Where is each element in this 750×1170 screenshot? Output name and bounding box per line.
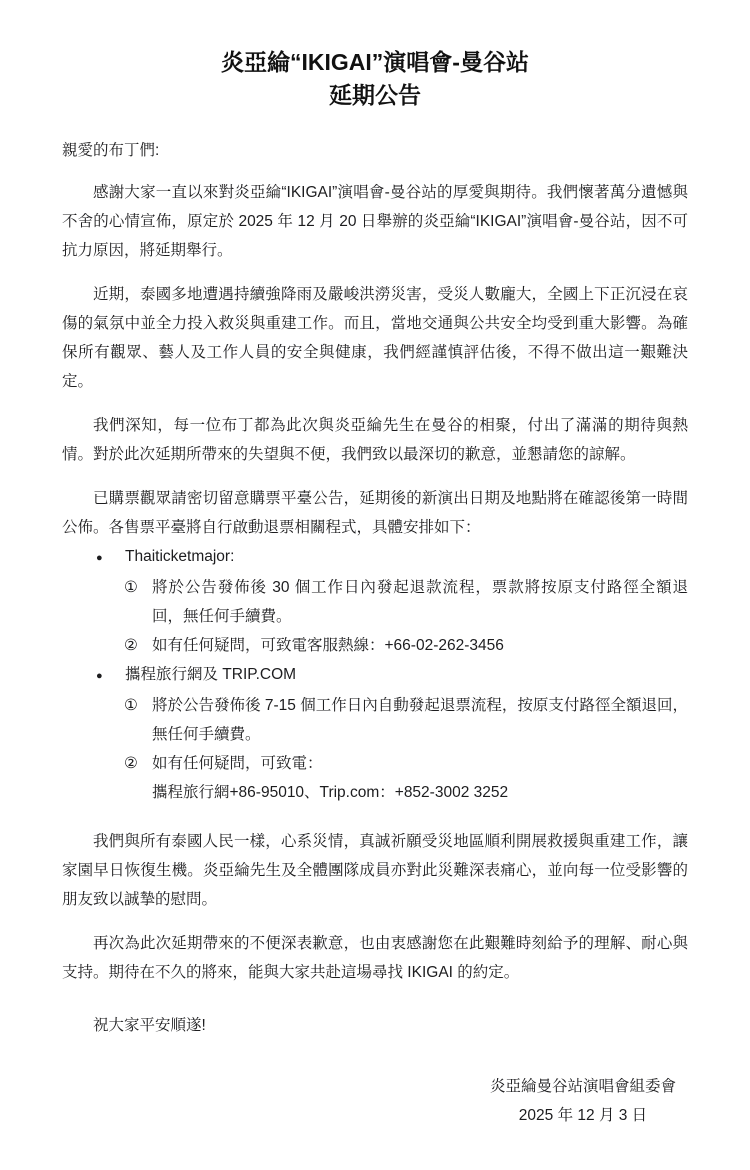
- signature-org: 炎亞綸曼谷站演唱會組委會: [489, 1078, 676, 1095]
- refund-step: [62, 573, 688, 631]
- paragraph-apology: 我們深知，每一位布丁都為此次與炎亞綸先生在曼谷的相聚，付出了滿滿的期待與熱情。對於此次延期所帶來的失望與不便，我們致以最深切的歉意，並懇請您的諒解。: [62, 417, 688, 463]
- platform-name: 攜程旅行網及 TRIP.COM: [125, 666, 297, 683]
- refund-step: [62, 691, 688, 749]
- refund-step-text: 將於公告發佈後 7-15 個工作日內自動發起退票流程，按原支付路徑全額退回，無任何手續費。: [152, 697, 688, 743]
- title-line-1: 炎亞綸“IKIGAI”演唱會-曼谷站: [221, 49, 529, 75]
- closing-wish: 祝大家平安順遂!: [93, 1017, 206, 1034]
- paragraph-flood-reason: 近期，泰國多地遭遇持續強降雨及嚴峻洪澇災害，受災人數龐大，全國上下正沉浸在哀傷的氣氛中並全力投入救災與重建工作。而且，當地交通與公共安全均受到重大影響。為確保所有觀眾、藝人及工作人員的安全與健康，我們經謹慎評估後，不得不做出這一艱難決定。: [62, 286, 688, 390]
- platform-name: Thaiticketmajor:: [125, 548, 235, 565]
- refund-step: [62, 631, 688, 660]
- circled-number-icon: ①: [124, 697, 138, 714]
- platform-trip-com: [62, 660, 688, 691]
- paragraph-condolence: 我們與所有泰國人民一樣，心系災情，真誠祈願受災地區順利開展救援與重建工作，讓家園早日恢復生機。炎亞綸先生及全體團隊成員亦對此災難深表痛心，並向每一位受影響的朋友致以誠摯的慰問。: [62, 833, 688, 908]
- platform-thaiticketmajor: [62, 542, 688, 573]
- paragraph-thanks: 感謝大家一直以來對炎亞綸“IKIGAI”演唱會-曼谷站的厚愛與期待。我們懷著萬分遺憾與不舍的心情宣佈，原定於 2025 年 12 月 20 日舉辦的炎亞綸“IKIGAI”演唱會-曼谷站，因不可抗力原因，將延期舉行。: [62, 184, 688, 259]
- signature-date: 2025 年 12 月 3 日: [518, 1107, 648, 1124]
- refund-step-text: 如有任何疑問，可致電：: [152, 755, 323, 772]
- signature-block: [490, 1072, 676, 1130]
- circled-number-icon: ②: [124, 637, 138, 654]
- refund-step: [62, 749, 688, 778]
- bullet-icon: ●: [96, 552, 103, 564]
- title-line-2: 延期公告: [329, 82, 421, 108]
- bullet-icon: ●: [96, 670, 103, 682]
- circled-number-icon: ②: [124, 755, 138, 772]
- refund-platform-list: [62, 542, 688, 807]
- contact-phone-line: 攜程旅行網+86-95010、Trip.com：+852-3002 3252: [152, 784, 509, 801]
- paragraph-refund-intro: 已購票觀眾請密切留意購票平臺公告，延期後的新演出日期及地點將在確認後第一時間公佈。各售票平臺將自行啟動退票相關程式，具體安排如下：: [62, 490, 688, 536]
- paragraph-gratitude: 再次為此次延期帶來的不便深表歉意，也由衷感謝您在此艱難時刻給予的理解、耐心與支持。期待在不久的將來，能與大家共赴這場尋找 IKIGAI 的約定。: [62, 935, 688, 981]
- refund-step-text: 如有任何疑問，可致電客服熱線：+66-02-262-3456: [152, 637, 504, 654]
- salutation: 親愛的布丁們:: [62, 142, 160, 159]
- document-title: [62, 46, 688, 112]
- circled-number-icon: ①: [124, 579, 138, 596]
- refund-step-text: 將於公告發佈後 30 個工作日內發起退款流程，票款將按原支付路徑全額退回，無任何手續費。: [152, 579, 688, 625]
